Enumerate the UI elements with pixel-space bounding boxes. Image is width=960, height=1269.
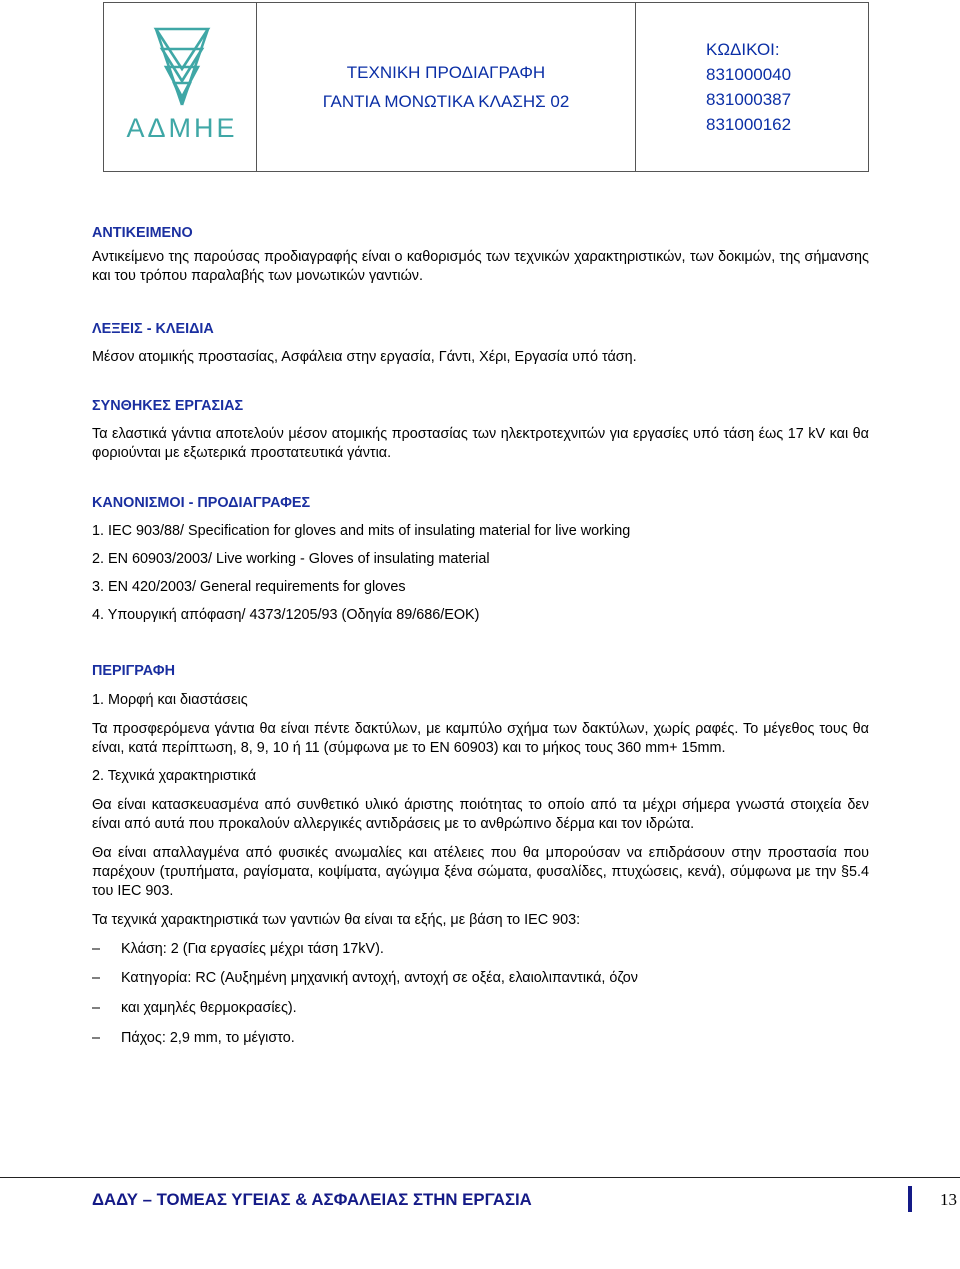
- section-text-keywords: Μέσον ατομικής προστασίας, Ασφάλεια στην εργασία, Γάντι, Χέρι, Εργασία υπό τάση.: [92, 349, 637, 365]
- footer-accent-bar: [908, 1186, 912, 1212]
- characteristic-item: – Κλάση: 2 (Για εργασίες μέχρι τάση 17kV).: [92, 940, 869, 959]
- footer-divider: [0, 1177, 960, 1178]
- section-text-object: Αντικείμενο της παρούσας προδιαγραφής είναι ο καθορισμός των τεχνικών χαρακτηριστικών, των δοκιμών, της σήμανσης και του τρόπου παραλαβής των μονωτικών γαντιών.: [92, 249, 869, 284]
- characteristics-list: [92, 940, 869, 1048]
- header-table: [103, 2, 869, 172]
- section-heading-keywords: ΛΕΞΕΙΣ - ΚΛΕΙΔΙΑ: [92, 321, 214, 337]
- page-number: 13: [940, 1190, 957, 1209]
- code-item: 831000040: [706, 65, 792, 84]
- code-item: 831000387: [706, 90, 792, 109]
- section-heading-description: ΠΕΡΙΓΡΑΦΗ: [92, 663, 175, 679]
- subsection-text-shape: Τα προσφερόμενα γάντια θα είναι πέντε δακτύλων, με καμπύλο σχήμα των δακτύλων, χωρίς ραφές. Το μέγεθος τους θα είναι, κατά περίπτωση, 8, 9, 10 ή 11 (σύμφωνα με το EN 60903) και το μήκος τους 360 mm+ 15mm.: [92, 721, 869, 756]
- subsection-heading-shape: 1. Μορφή και διαστάσεις: [92, 692, 248, 708]
- subsection-text-characteristics: Τα τεχνικά χαρακτηριστικά των γαντιών θα είναι τα εξής, με βάση το IEC 903:: [92, 912, 581, 928]
- characteristic-item: – και χαμηλές θερμοκρασίες).: [92, 999, 869, 1018]
- regulation-item: 2. EN 60903/2003/ Live working - Gloves of insulating material: [92, 551, 490, 567]
- subsection-heading-technical: 2. Τεχνικά χαρακτηριστικά: [92, 768, 257, 784]
- code-item: 831000162: [706, 115, 792, 134]
- logo-text: ΑΔΜΗΕ: [126, 113, 238, 143]
- spec-title: ΤΕΧΝΙΚΗ ΠΡΟΔΙΑΓΡΑΦΗ: [346, 63, 546, 82]
- characteristic-item: – Πάχος: 2,9 mm, το μέγιστο.: [92, 1029, 869, 1048]
- characteristic-item: – Κατηγορία: RC (Αυξημένη μηχανική αντοχή, αντοχή σε οξέα, ελαιολιπαντικά, όζον: [92, 969, 869, 988]
- regulation-item: 1. IEC 903/88/ Specification for gloves and mits of insulating material for live working: [92, 523, 631, 539]
- section-heading-conditions: ΣΥΝΘΗΚΕΣ ΕΡΓΑΣΙΑΣ: [92, 398, 244, 414]
- spec-subtitle: ΓΑΝΤΙΑ ΜΟΝΩΤΙΚΑ ΚΛΑΣΗΣ 02: [322, 92, 570, 111]
- subsection-text-material: Θα είναι κατασκευασμένα από συνθετικό υλικό άριστης ποιότητας το οποίο από τα μέχρι σήμερα γνωστά στοιχεία δεν είναι από αυτά που προκαλούν αλλεργικές αντιδράσεις με το ανθρώπινο δέρμα και τον ιδρώτα.: [92, 797, 869, 832]
- codes-label: ΚΩΔΙΚΟΙ:: [706, 40, 780, 59]
- codes-cell: [636, 3, 868, 171]
- regulation-item: 3. EN 420/2003/ General requirements for gloves: [92, 579, 406, 595]
- footer-department: ΔΑΔΥ – ΤΟΜΕΑΣ ΥΓΕΙΑΣ & ΑΣΦΑΛΕΙΑΣ ΣΤΗΝ ΕΡΓΑΣΙΑ: [92, 1190, 532, 1209]
- regulation-item: 4. Υπουργική απόφαση/ 4373/1205/93 (Οδηγία 89/686/ΕΟΚ): [92, 607, 480, 623]
- section-text-conditions: Τα ελαστικά γάντια αποτελούν μέσον ατομικής προστασίας των ηλεκτροτεχνιτών για εργασίες υπό τάση έως 17 kV και θα φοριούνται με εξωτερικά προστατευτικά γάντια.: [92, 426, 869, 461]
- subsection-text-defects: Θα είναι απαλλαγμένα από φυσικές ανωμαλίες και ατέλειες που θα μπορούσαν να επιδράσουν στην προστασία που παρέχουν (τρυπήματα, ραγίσματα, κοψίματα, αγώγιμα ξένα σώματα, φυσαλίδες, πτυχώσεις, κενά), σύμφωνα με την §5.4 του IEC 903.: [92, 845, 869, 899]
- section-heading-regulations: ΚΑΝΟΝΙΣΜΟΙ - ΠΡΟΔΙΑΓΡΑΦΕΣ: [92, 495, 311, 511]
- section-heading-object: ΑΝΤΙΚΕΙΜΕΝΟ: [92, 225, 193, 241]
- page-footer: [92, 1188, 957, 1214]
- title-cell: [257, 3, 636, 171]
- document-body: [92, 224, 869, 1048]
- logo-cell: [104, 3, 257, 171]
- admie-logo-icon: [124, 25, 240, 111]
